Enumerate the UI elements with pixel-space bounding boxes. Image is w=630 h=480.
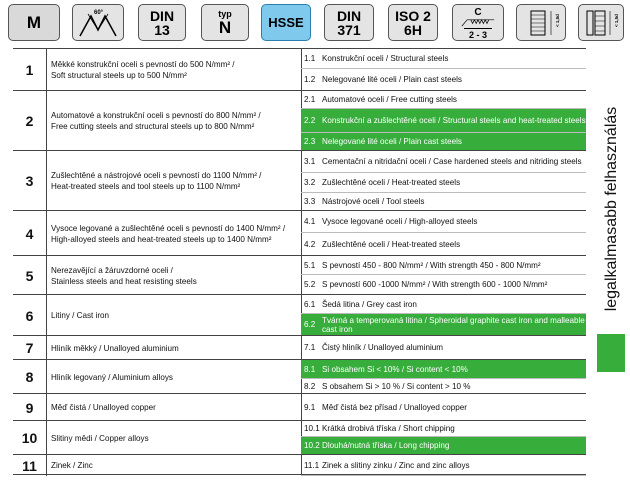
description-line: Automatové a konstrukční oceli s pevností do 800 N/mm² / [51,111,261,120]
subcategory-list [301,211,586,256]
subcategory-code: 2.3 [304,137,316,146]
din13-box [138,4,186,41]
description-line: Heat-treated steels and tool steels up to 1100 N/mm² [51,182,241,191]
subcategory-text: Automatové oceli / Free cutting steels [322,95,457,104]
row-number: 6 [13,295,47,336]
material-row [13,48,586,91]
row-number: 5 [13,256,47,295]
subcategory [301,233,586,256]
subcategory-code: 3.3 [304,197,316,206]
material-row [13,294,586,336]
subcategory [301,295,586,314]
row-description [51,455,302,476]
c-label: C [474,7,482,18]
row-description [51,91,302,151]
subcategory [301,69,586,91]
description-line: Hliník měkký / Unalloyed aluminium [51,343,179,353]
header-bar [6,0,619,46]
subcategory [301,394,586,421]
subcategory-code: 10.2 [304,441,320,450]
subcategory-text: Zušlechtěné oceli / Heat-treated steels [322,239,461,249]
tolerance-label: < 1,5d [555,13,560,27]
subcategory-code: 8.1 [304,364,316,374]
subcategory-list [301,394,586,421]
subcategory-list [301,336,586,360]
description-line: Free cutting steels and structural steels up to 800 N/mm² [51,122,255,131]
thread-profile-icon [521,8,561,38]
subcategory [301,455,586,476]
subcategory-text: Konstrukční a zušlechtěné oceli / Structural steels and heat-treated steels [322,116,586,125]
material-row [13,255,586,295]
row-number: 1 [13,49,47,91]
subcategory [301,211,586,233]
material-row [13,90,586,151]
subcategory-code: 6.2 [304,320,316,329]
row-description [51,49,302,91]
subcategory-code: 1.2 [304,75,316,84]
subcategory-text: Tvárná a temperovaná litina / Spheroidal graphite cast iron and malleable cast iron [322,315,585,334]
subcategory-text: Zinek a slitiny zinku / Zinc and zinc alloys [322,460,470,470]
subcategory-list [301,151,586,211]
subcategory [301,193,586,211]
row-description [51,360,302,394]
subcategory [301,275,586,295]
subcategory-highlighted [301,437,586,455]
subcategory-code: 2.2 [304,116,316,125]
subcategory-code: 5.2 [304,280,316,289]
subcategory-code: 10.1 [304,424,320,433]
side-label: legalkalmasabb felhasználás [603,106,620,312]
subcategory-list [301,91,586,151]
row-number: 8 [13,360,47,394]
subcategory [301,379,586,394]
description-line: Stainless steels and heat resisting steels [51,276,197,286]
description-line: Měkké konstrukční oceli s pevností do 500 N/mm² / [51,60,235,69]
description-line: Měď čistá / Unalloyed copper [51,403,156,412]
subcategory-highlighted [301,314,586,336]
subcategory-text: S pevností 450 - 800 N/mm² / With strength 450 - 800 N/mm² [322,260,541,270]
description-line: Slitiny mědi / Copper alloys [51,433,149,443]
subcategory-code: 4.1 [304,217,316,226]
typ-label: typ [218,8,232,19]
subcategory-text: Cementační a nitridační oceli / Case hardened steels and nitriding steels [322,157,582,166]
row-description [51,211,302,256]
subcategory-code: 1.1 [304,54,316,63]
row-description [51,256,302,295]
material-row [13,335,586,360]
description-line: High-alloyed steels and heat-treated steels up to 1400 N/mm² [51,234,272,244]
chamfer-icon [458,18,498,27]
subcategory-text: Dlouhá/nutná tříska / Long chipping [322,441,450,450]
description-line: Litiny / Cast iron [51,311,110,320]
subcategory-code: 2.1 [304,95,316,104]
subcategory-code: 8.2 [304,381,316,391]
typ-value: N [218,17,232,37]
row-number: 11 [13,455,47,476]
thread-angle-box [72,4,124,41]
subcategory-text: S pevností 600 -1000 N/mm² / With strength 600 - 1000 N/mm² [322,280,548,289]
row-number: 3 [13,151,47,211]
din371-line1: DIN [336,7,362,24]
row-description [51,151,302,211]
hsse-label: HSSE [268,15,304,30]
subcategory-list [301,49,586,91]
row-description [51,336,302,360]
type-n-box [201,4,249,41]
din13-line1: DIN [149,7,175,24]
subcategory-list [301,295,586,336]
subcategory-code: 4.2 [304,239,316,249]
subcategory [301,49,586,69]
highlight-legend-swatch [597,334,625,372]
subcategory [301,173,586,193]
subcategory-list [301,360,586,394]
row-number: 2 [13,91,47,151]
thread-profile-box [516,4,566,41]
subcategory [301,151,586,173]
din371-line2: 371 [337,21,361,38]
subcategory-text: Šedá litina / Grey cast iron [322,299,417,309]
subcategory-text: Nelegované lité oceli / Plain cast steels [322,137,462,146]
subcategory-code: 11.1 [304,460,320,470]
subcategory-text: Krátká drobivá tříska / Short chipping [322,424,455,433]
row-description [51,421,302,455]
material-row [13,454,586,476]
subcategory-highlighted [301,133,586,151]
subcategory [301,336,586,360]
angle-label: 60° [94,9,104,16]
row-number: 7 [13,336,47,360]
din371-box [324,4,374,41]
iso-line1: ISO 2 [395,7,431,24]
subcategory-list [301,256,586,295]
description-line: Zušlechtěné a nástrojové oceli s pevností do 1100 N/mm² / [51,171,262,180]
subcategory-text: Měď čistá bez přísad / Unalloyed copper [322,402,467,412]
subcategory-text: Zušlechtěné oceli / Heat-treated steels [322,178,461,187]
subcategory [301,421,586,437]
subcategory-text: Nástrojové oceli / Tool steels [322,197,425,206]
iso-line2: 6H [404,21,422,38]
description-line: Zinek / Zinc [51,461,93,470]
material-row [13,359,586,394]
subcategory-text: Konstrukční oceli / Structural steels [322,54,449,63]
hsse-box [261,4,311,41]
row-number: 10 [13,421,47,455]
subcategory-code: 6.1 [304,299,316,309]
subcategory-code: 3.1 [304,157,316,166]
subcategory-code: 5.1 [304,260,316,270]
subcategory-list [301,455,586,476]
iso-box [388,4,438,41]
row-number: 9 [13,394,47,421]
description-line: Nerezavějící a žáruvzdorné oceli / [51,265,173,275]
subcategory-text: Nelegované lité oceli / Plain cast steels [322,75,462,84]
din13-line2: 13 [154,21,170,38]
subcategory-text: Čistý hliník / Unalloyed aluminium [322,343,444,352]
subcategory-code: 7.1 [304,343,316,352]
description-line: Soft structural steels up to 500 N/mm² [51,71,187,80]
tap-dimension-box [578,4,624,41]
material-row [13,420,586,455]
side-panel [595,44,630,374]
material-row [13,150,586,211]
subcategory-list [301,421,586,455]
subcategory-text: Si obsahem Si < 10% / Si content < 10% [322,364,468,374]
subcategory [301,91,586,109]
row-number: 4 [13,211,47,256]
subcategory-code: 3.2 [304,178,316,187]
subcategory-highlighted [301,360,586,379]
c-value: 2 - 3 [464,28,492,40]
subcategory-text: Vysoce legované oceli / High-alloyed steels [322,217,478,226]
material-row [13,210,586,256]
subcategory [301,256,586,275]
tap-tolerance-label: < 1,5d [614,13,619,27]
material-m-box [8,4,60,41]
thread-angle-icon [74,6,122,40]
chamfer-c-box [452,4,504,41]
m-label: M [26,12,42,32]
description-line: Vysoce legované a zušlechtěné oceli s pevností do 1400 N/mm² / [51,223,286,233]
description-line: Hliník legovaný / Aluminium alloys [51,372,173,382]
row-description [51,295,302,336]
material-row [13,393,586,421]
tap-dimension-icon [581,8,621,38]
subcategory-text: S obsahem Si > 10 % / Si content > 10 % [322,381,471,391]
row-description [51,394,302,421]
subcategory-code: 9.1 [304,402,316,412]
subcategory-highlighted [301,109,586,133]
